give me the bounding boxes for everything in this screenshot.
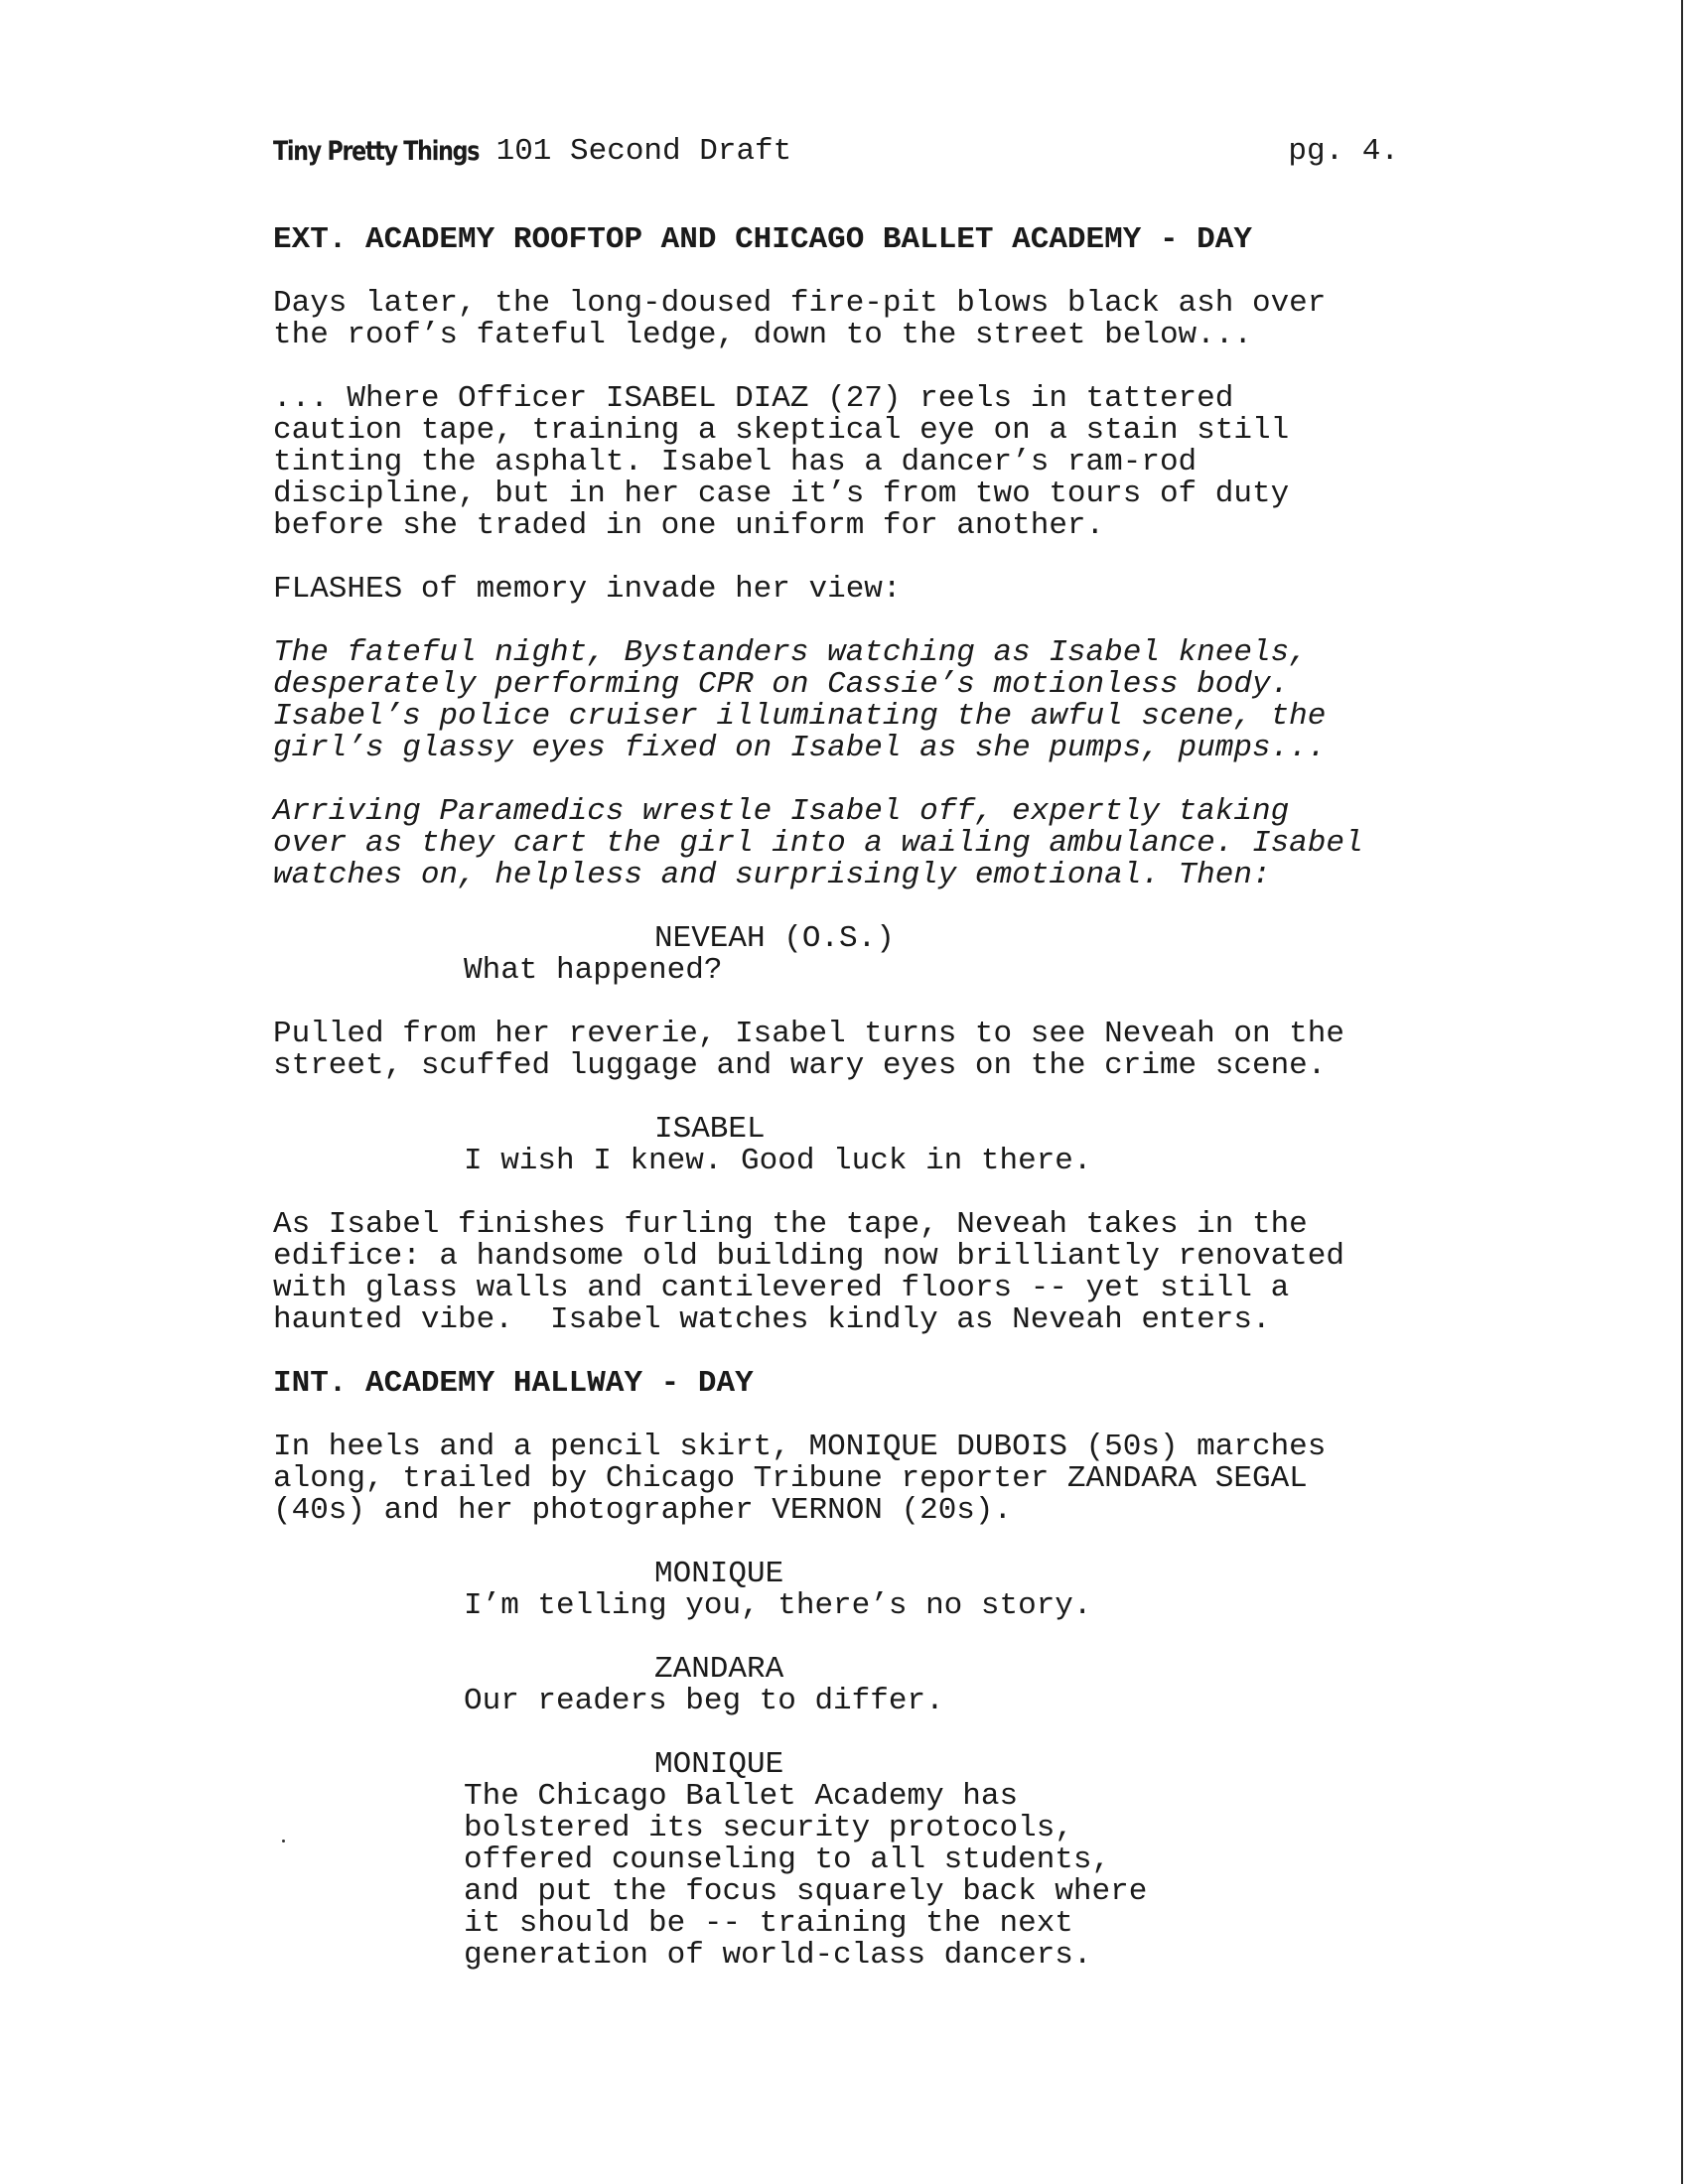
page-header: [273, 136, 1405, 172]
action-line: The fateful night, Bystanders watching as Isabel kneels,: [273, 635, 1308, 670]
action-line: discipline, but in her case it’s from two tours of duty: [273, 477, 1290, 511]
character-name: MONIQUE: [654, 1557, 784, 1591]
dialogue-block: [273, 923, 1425, 987]
dialogue-block: [273, 1114, 1425, 1177]
action-line: (40s) and her photographer VERNON (20s).: [273, 1493, 1013, 1528]
action-line: edifice: a handsome old building now brilliantly renovated: [273, 1239, 1344, 1274]
action-line: over as they cart the girl into a wailing ambulance. Isabel: [273, 826, 1363, 861]
dialogue-block: [273, 1559, 1425, 1622]
action-line: Pulled from her reverie, Isabel turns to see Neveah on the: [273, 1017, 1344, 1051]
dialogue-line: I wish I knew. Good luck in there.: [464, 1144, 1092, 1178]
dialogue-line: it should be -- training the next: [464, 1906, 1073, 1941]
scene-heading: EXT. ACADEMY ROOFTOP AND CHICAGO BALLET ACADEMY - DAY: [273, 222, 1252, 257]
dialogue-line: bolstered its security protocols,: [464, 1811, 1073, 1845]
scan-edge-line: [1681, 0, 1683, 2184]
character-name: MONIQUE: [654, 1747, 784, 1782]
script-body: [273, 224, 1425, 2003]
scene-heading: INT. ACADEMY HALLWAY - DAY: [273, 1366, 754, 1401]
action-line: the roof’s fateful ledge, down to the street below...: [273, 318, 1252, 352]
action-line: street, scuffed luggage and wary eyes on the crime scene.: [273, 1048, 1327, 1083]
character-name: ZANDARA: [654, 1652, 784, 1687]
action-line: FLASHES of memory invade her view:: [273, 572, 902, 607]
page-number: pg. 4.: [1288, 134, 1399, 169]
action-line: ... Where Officer ISABEL DIAZ (27) reels in tattered: [273, 381, 1234, 416]
action-line: with glass walls and cantilevered floors -- yet still a: [273, 1271, 1290, 1305]
dialogue-line: Our readers beg to differ.: [464, 1684, 944, 1718]
action-line: before she traded in one uniform for another.: [273, 508, 1105, 543]
draft-label: 101 Second Draft: [478, 134, 792, 169]
dialogue-line: offered counseling to all students,: [464, 1843, 1111, 1877]
action-paragraph: [273, 1019, 1425, 1082]
action-line: Isabel’s police cruiser illuminating the awful scene, the: [273, 699, 1327, 734]
character-name: NEVEAH (O.S.): [654, 921, 895, 956]
action-line: desperately performing CPR on Cassie’s motionless body.: [273, 667, 1290, 702]
character-name: ISABEL: [654, 1112, 766, 1147]
scan-speck: [282, 1840, 285, 1843]
action-paragraph: [273, 288, 1425, 351]
dialogue-line: and put the focus squarely back where: [464, 1874, 1148, 1909]
dialogue-line: generation of world-class dancers.: [464, 1938, 1092, 1973]
action-paragraph: [273, 574, 1425, 606]
action-line: along, trailed by Chicago Tribune reporter ZANDARA SEGAL: [273, 1461, 1308, 1496]
dialogue-line: I’m telling you, there’s no story.: [464, 1588, 1092, 1623]
dialogue-block: [273, 1749, 1425, 1972]
dialogue-line: The Chicago Ballet Academy has: [464, 1779, 1019, 1814]
action-paragraph: [273, 1432, 1425, 1527]
action-line: watches on, helpless and surprisingly emotional. Then:: [273, 858, 1271, 892]
dialogue-line: What happened?: [464, 953, 723, 988]
show-title: Tiny Pretty Things: [273, 136, 480, 167]
action-line: Arriving Paramedics wrestle Isabel off, expertly taking: [273, 794, 1290, 829]
dialogue-block: [273, 1654, 1425, 1717]
action-line: girl’s glassy eyes fixed on Isabel as she pumps, pumps...: [273, 731, 1327, 765]
action-line: haunted vibe. Isabel watches kindly as Neveah enters.: [273, 1302, 1271, 1337]
action-line: tinting the asphalt. Isabel has a dancer’s ram-rod: [273, 445, 1198, 479]
action-paragraph: [273, 383, 1425, 542]
action-paragraph: [273, 1209, 1425, 1336]
action-line: As Isabel finishes furling the tape, Neveah takes in the: [273, 1207, 1308, 1242]
action-line: Days later, the long-doused fire-pit blows black ash over: [273, 286, 1327, 321]
action-paragraph: [273, 796, 1425, 891]
action-line: In heels and a pencil skirt, MONIQUE DUBOIS (50s) marches: [273, 1430, 1327, 1464]
action-line: caution tape, training a skeptical eye on a stain still: [273, 413, 1290, 448]
action-paragraph: [273, 637, 1425, 764]
